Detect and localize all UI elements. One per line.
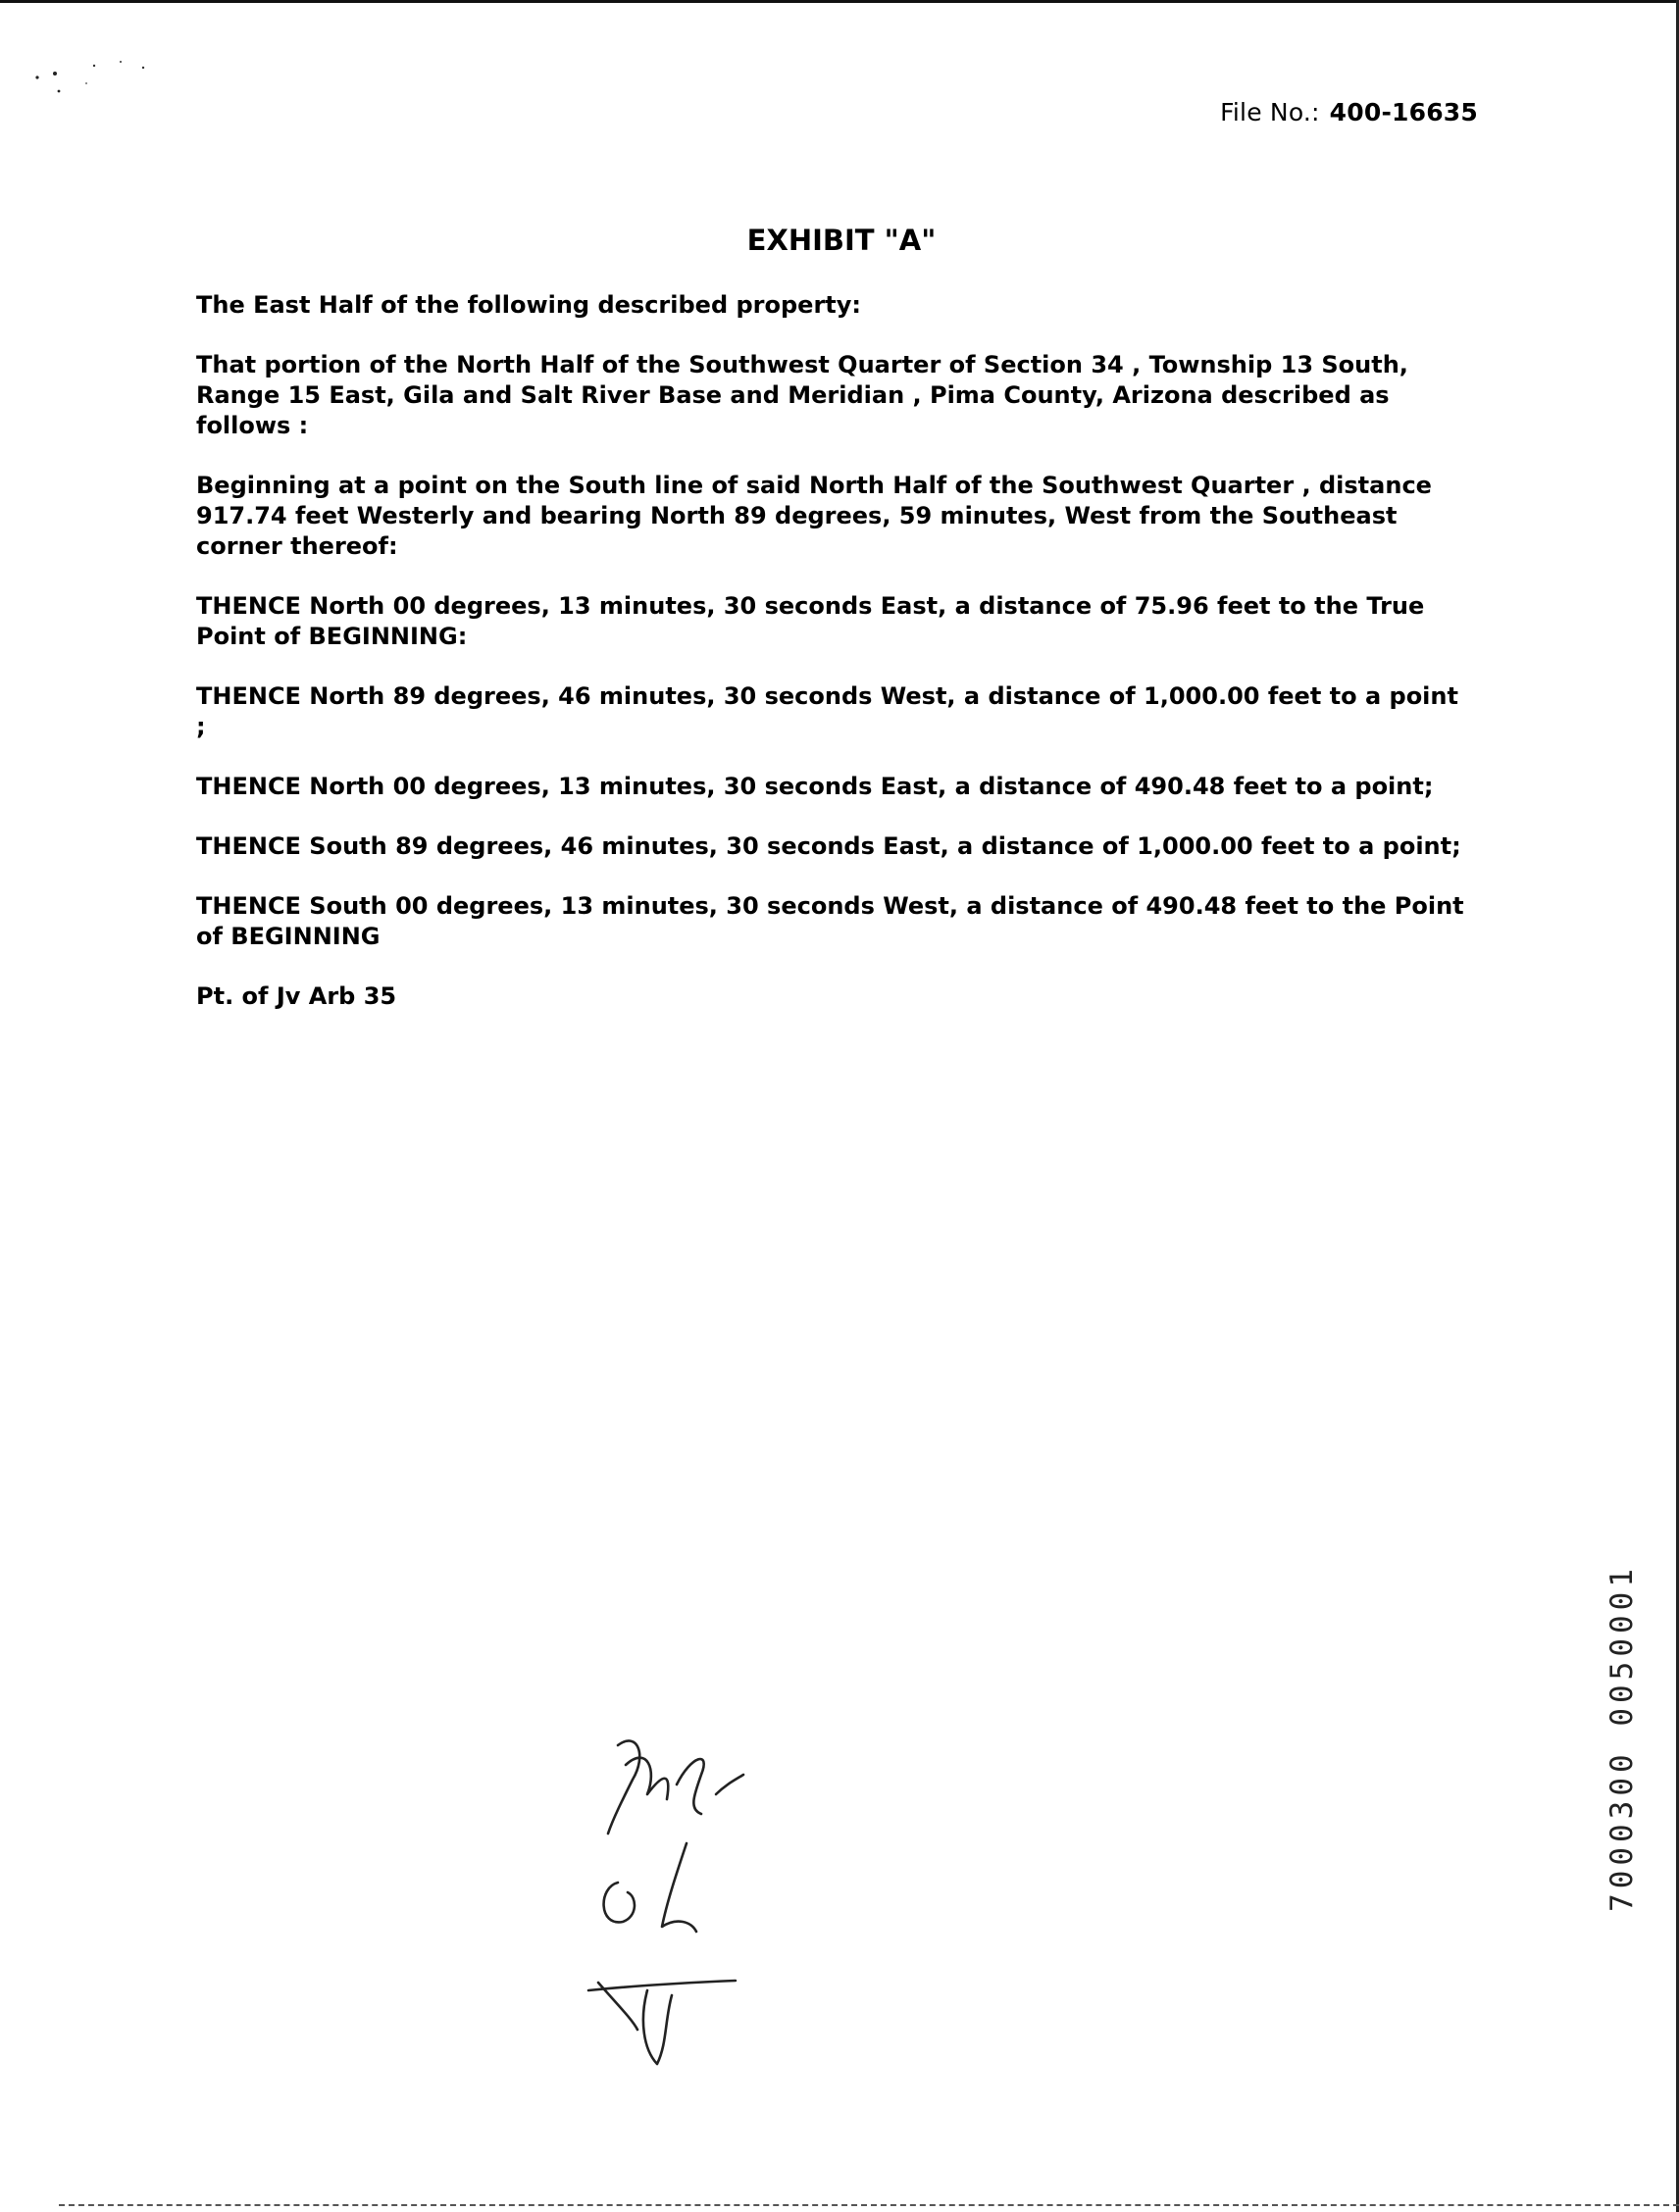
scan-top-edge xyxy=(0,0,1679,3)
exhibit-title xyxy=(0,224,1679,257)
file-number-header xyxy=(1220,98,1478,126)
course-3-paragraph: THENCE North 00 degrees, 13 minutes, 30 seconds East, a distance of 490.48 feet to a point; xyxy=(196,773,1434,800)
scan-bottom-edge xyxy=(59,2204,1679,2206)
handwritten-initials xyxy=(579,1726,794,2088)
intro-line: The East Half of the following described property: xyxy=(196,291,861,319)
exhibit-title-text: EXHIBIT "A" xyxy=(746,224,937,257)
file-number-label: File No.: xyxy=(1220,98,1320,126)
course-4-paragraph: THENCE South 89 degrees, 46 minutes, 30 seconds East, a distance of 1,000.00 feet to a point; xyxy=(196,832,1461,860)
scan-specks xyxy=(27,54,165,113)
course-2-paragraph: THENCE North 89 degrees, 46 minutes, 30 seconds West, a distance of 1,000.00 feet to a point ; xyxy=(196,682,1458,740)
course-1-paragraph: THENCE North 00 degrees, 13 minutes, 30 seconds East, a distance of 75.96 feet to the True Point of BEGINNING: xyxy=(196,592,1425,650)
course-5-paragraph: THENCE South 00 degrees, 13 minutes, 30 seconds West, a distance of 490.48 feet to the Point of BEGINNING xyxy=(196,892,1464,950)
property-portion-paragraph: That portion of the North Half of the Southwest Quarter of Section 34 , Township 13 South, Range 15 East, Gila and Salt River Base and Meridian , Pima County, Arizona described as follows : xyxy=(196,351,1408,439)
reference-line: Pt. of Jv Arb 35 xyxy=(196,982,397,1010)
legal-description xyxy=(196,290,1471,1041)
file-number-value: 400-16635 xyxy=(1329,98,1478,126)
beginning-paragraph: Beginning at a point on the South line of said North Half of the Southwest Quarter , distance 917.74 feet Westerly and bearing North 89 degrees, 59 minutes, West from the Southeast corner thereof: xyxy=(196,472,1432,560)
recording-stamp: 7000300 0050001 xyxy=(1604,1564,1640,1912)
